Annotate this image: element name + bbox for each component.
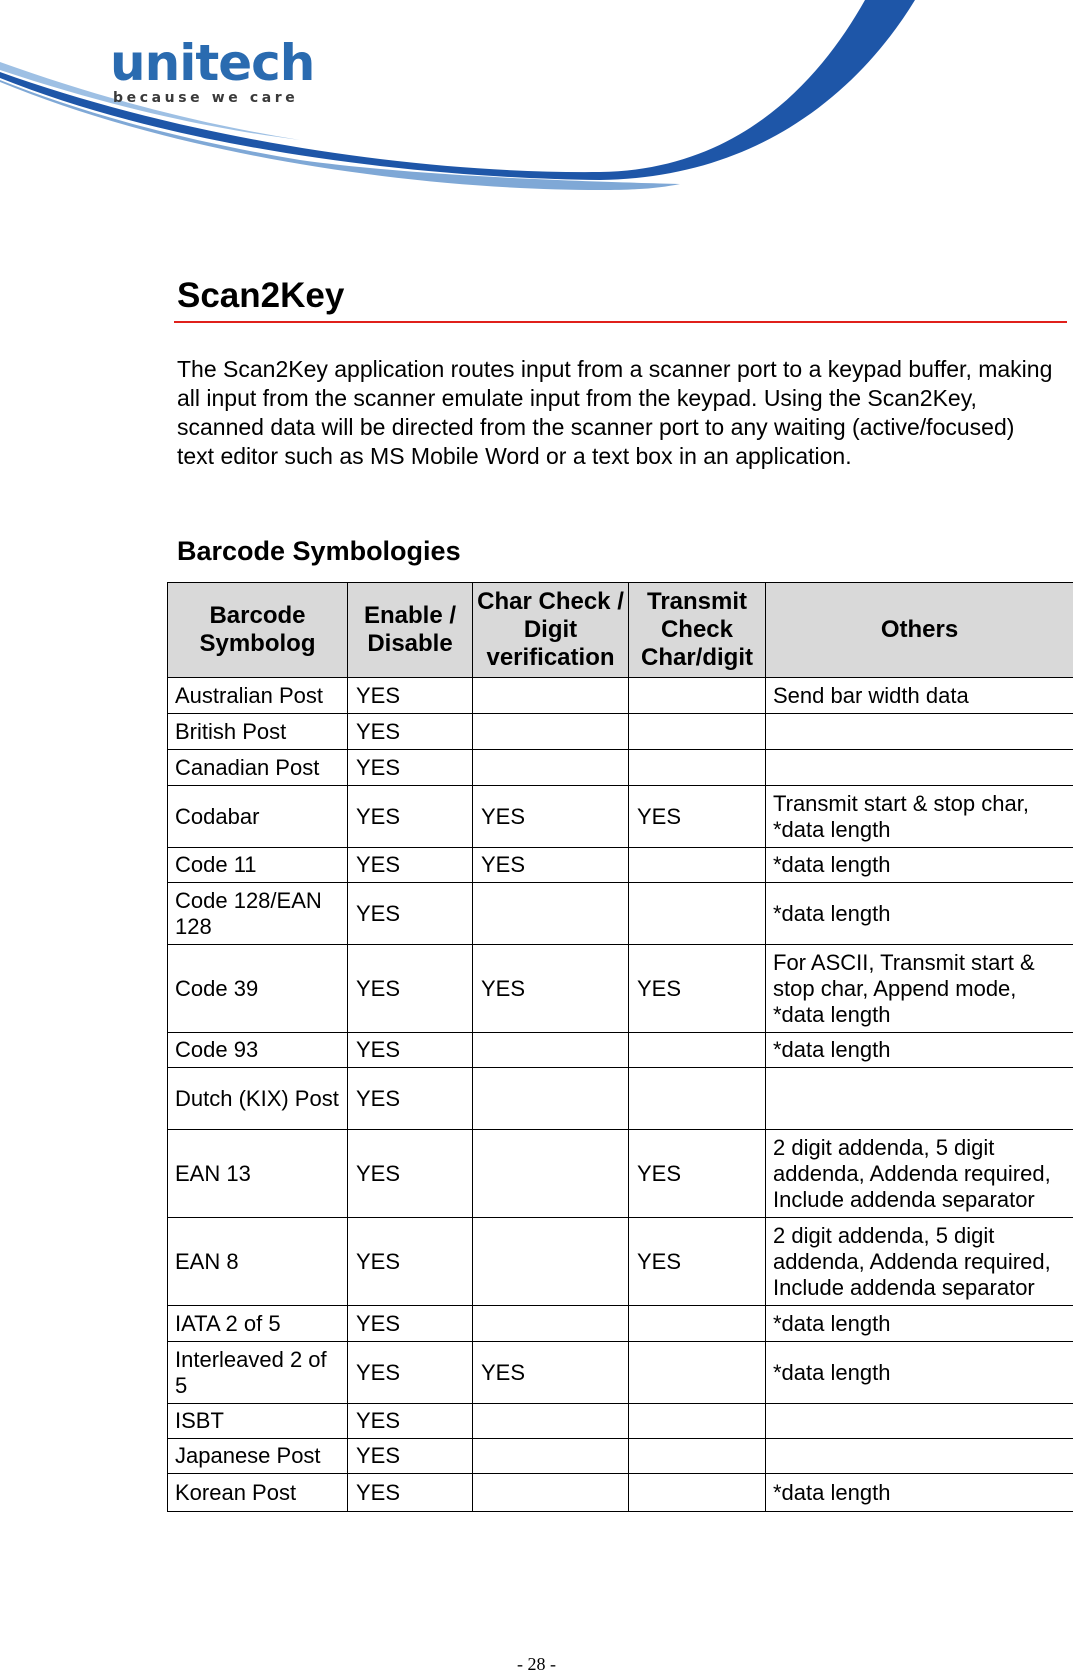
table-row xyxy=(168,1306,1073,1342)
char-check-cell: YES xyxy=(473,945,629,1033)
table-row xyxy=(168,848,1073,883)
transmit-check-cell xyxy=(629,1439,766,1474)
table-row xyxy=(168,1130,1073,1218)
others-cell xyxy=(766,714,1073,750)
enable-cell: YES xyxy=(348,883,473,945)
others-cell: *data length xyxy=(766,1474,1073,1512)
transmit-check-cell xyxy=(629,883,766,945)
char-check-cell xyxy=(473,1474,629,1512)
unitech-logo xyxy=(110,38,314,106)
enable-cell: YES xyxy=(348,945,473,1033)
others-cell: *data length xyxy=(766,1306,1073,1342)
enable-cell: YES xyxy=(348,714,473,750)
table-row xyxy=(168,678,1073,714)
others-cell xyxy=(766,1439,1073,1474)
symbology-cell: British Post xyxy=(168,714,348,750)
others-cell: 2 digit addenda, 5 digit addenda, Addenda required, Include addenda separator xyxy=(766,1130,1073,1218)
others-cell: *data length xyxy=(766,1033,1073,1068)
symbology-cell: Australian Post xyxy=(168,678,348,714)
transmit-check-cell xyxy=(629,1068,766,1130)
transmit-check-cell xyxy=(629,848,766,883)
char-check-cell xyxy=(473,1439,629,1474)
others-cell: *data length xyxy=(766,848,1073,883)
transmit-check-cell: YES xyxy=(629,1218,766,1306)
enable-cell: YES xyxy=(348,786,473,848)
symbology-cell: Code 93 xyxy=(168,1033,348,1068)
column-header: Transmit Check Char/digit xyxy=(629,583,766,678)
enable-cell: YES xyxy=(348,678,473,714)
enable-cell: YES xyxy=(348,1033,473,1068)
page-title: Scan2Key xyxy=(177,278,344,313)
enable-cell: YES xyxy=(348,848,473,883)
symbology-cell: IATA 2 of 5 xyxy=(168,1306,348,1342)
table-row xyxy=(168,1474,1073,1512)
transmit-check-cell xyxy=(629,1342,766,1404)
symbology-cell: ISBT xyxy=(168,1404,348,1439)
transmit-check-cell: YES xyxy=(629,945,766,1033)
char-check-cell xyxy=(473,1404,629,1439)
table-row xyxy=(168,1439,1073,1474)
char-check-cell xyxy=(473,678,629,714)
logo-tagline: because we care xyxy=(113,90,314,106)
enable-cell: YES xyxy=(348,1218,473,1306)
table-header-row xyxy=(168,583,1073,678)
char-check-cell xyxy=(473,1306,629,1342)
transmit-check-cell xyxy=(629,1306,766,1342)
table-row xyxy=(168,750,1073,786)
column-header: Enable / Disable xyxy=(348,583,473,678)
symbology-cell: Interleaved 2 of 5 xyxy=(168,1342,348,1404)
others-cell: *data length xyxy=(766,883,1073,945)
char-check-cell xyxy=(473,1130,629,1218)
transmit-check-cell xyxy=(629,1474,766,1512)
others-cell: 2 digit addenda, 5 digit addenda, Addenda required, Include addenda separator xyxy=(766,1218,1073,1306)
title-underline xyxy=(174,321,1067,323)
symbology-cell: EAN 8 xyxy=(168,1218,348,1306)
symbology-cell: EAN 13 xyxy=(168,1130,348,1218)
table-row xyxy=(168,1033,1073,1068)
table-row xyxy=(168,714,1073,750)
others-cell xyxy=(766,1404,1073,1439)
symbology-cell: Code 39 xyxy=(168,945,348,1033)
transmit-check-cell xyxy=(629,750,766,786)
char-check-cell xyxy=(473,1218,629,1306)
enable-cell: YES xyxy=(348,1404,473,1439)
char-check-cell xyxy=(473,750,629,786)
section-heading: Barcode Symbologies xyxy=(177,538,461,565)
barcode-symbologies-table xyxy=(167,582,1073,1512)
enable-cell: YES xyxy=(348,1130,473,1218)
logo-wordmark: unitech xyxy=(110,38,314,88)
char-check-cell: YES xyxy=(473,1342,629,1404)
others-cell: Transmit start & stop char, *data length xyxy=(766,786,1073,848)
intro-paragraph: The Scan2Key application routes input from a scanner port to a keypad buffer, making all input from the scanner emulate input from the keypad. Using the Scan2Key, scanned data will be directed from the scanner port to any waiting (active/focused) text editor such as MS Mobile Word or a text box in an application. xyxy=(177,355,1057,471)
symbology-cell: Korean Post xyxy=(168,1474,348,1512)
enable-cell: YES xyxy=(348,750,473,786)
char-check-cell xyxy=(473,883,629,945)
table-row xyxy=(168,1068,1073,1130)
column-header: Char Check / Digit verification xyxy=(473,583,629,678)
symbology-cell: Codabar xyxy=(168,786,348,848)
transmit-check-cell xyxy=(629,1033,766,1068)
others-cell: *data length xyxy=(766,1342,1073,1404)
transmit-check-cell xyxy=(629,714,766,750)
enable-cell: YES xyxy=(348,1474,473,1512)
table-row xyxy=(168,1342,1073,1404)
enable-cell: YES xyxy=(348,1342,473,1404)
others-cell xyxy=(766,750,1073,786)
column-header: Others xyxy=(766,583,1073,678)
transmit-check-cell: YES xyxy=(629,1130,766,1218)
char-check-cell xyxy=(473,1033,629,1068)
enable-cell: YES xyxy=(348,1439,473,1474)
others-cell: For ASCII, Transmit start & stop char, Append mode, *data length xyxy=(766,945,1073,1033)
page-number: - 28 - xyxy=(0,1655,1073,1673)
transmit-check-cell xyxy=(629,678,766,714)
enable-cell: YES xyxy=(348,1068,473,1130)
table-row xyxy=(168,1404,1073,1439)
symbology-cell: Japanese Post xyxy=(168,1439,348,1474)
symbology-cell: Dutch (KIX) Post xyxy=(168,1068,348,1130)
char-check-cell xyxy=(473,1068,629,1130)
transmit-check-cell: YES xyxy=(629,786,766,848)
char-check-cell: YES xyxy=(473,786,629,848)
others-cell xyxy=(766,1068,1073,1130)
enable-cell: YES xyxy=(348,1306,473,1342)
symbology-cell: Code 11 xyxy=(168,848,348,883)
others-cell: Send bar width data xyxy=(766,678,1073,714)
transmit-check-cell xyxy=(629,1404,766,1439)
char-check-cell xyxy=(473,714,629,750)
char-check-cell: YES xyxy=(473,848,629,883)
table-row xyxy=(168,945,1073,1033)
column-header: Barcode Symbolog xyxy=(168,583,348,678)
table-row xyxy=(168,883,1073,945)
table-row xyxy=(168,1218,1073,1306)
table-row xyxy=(168,786,1073,848)
symbology-cell: Code 128/EAN 128 xyxy=(168,883,348,945)
symbology-cell: Canadian Post xyxy=(168,750,348,786)
